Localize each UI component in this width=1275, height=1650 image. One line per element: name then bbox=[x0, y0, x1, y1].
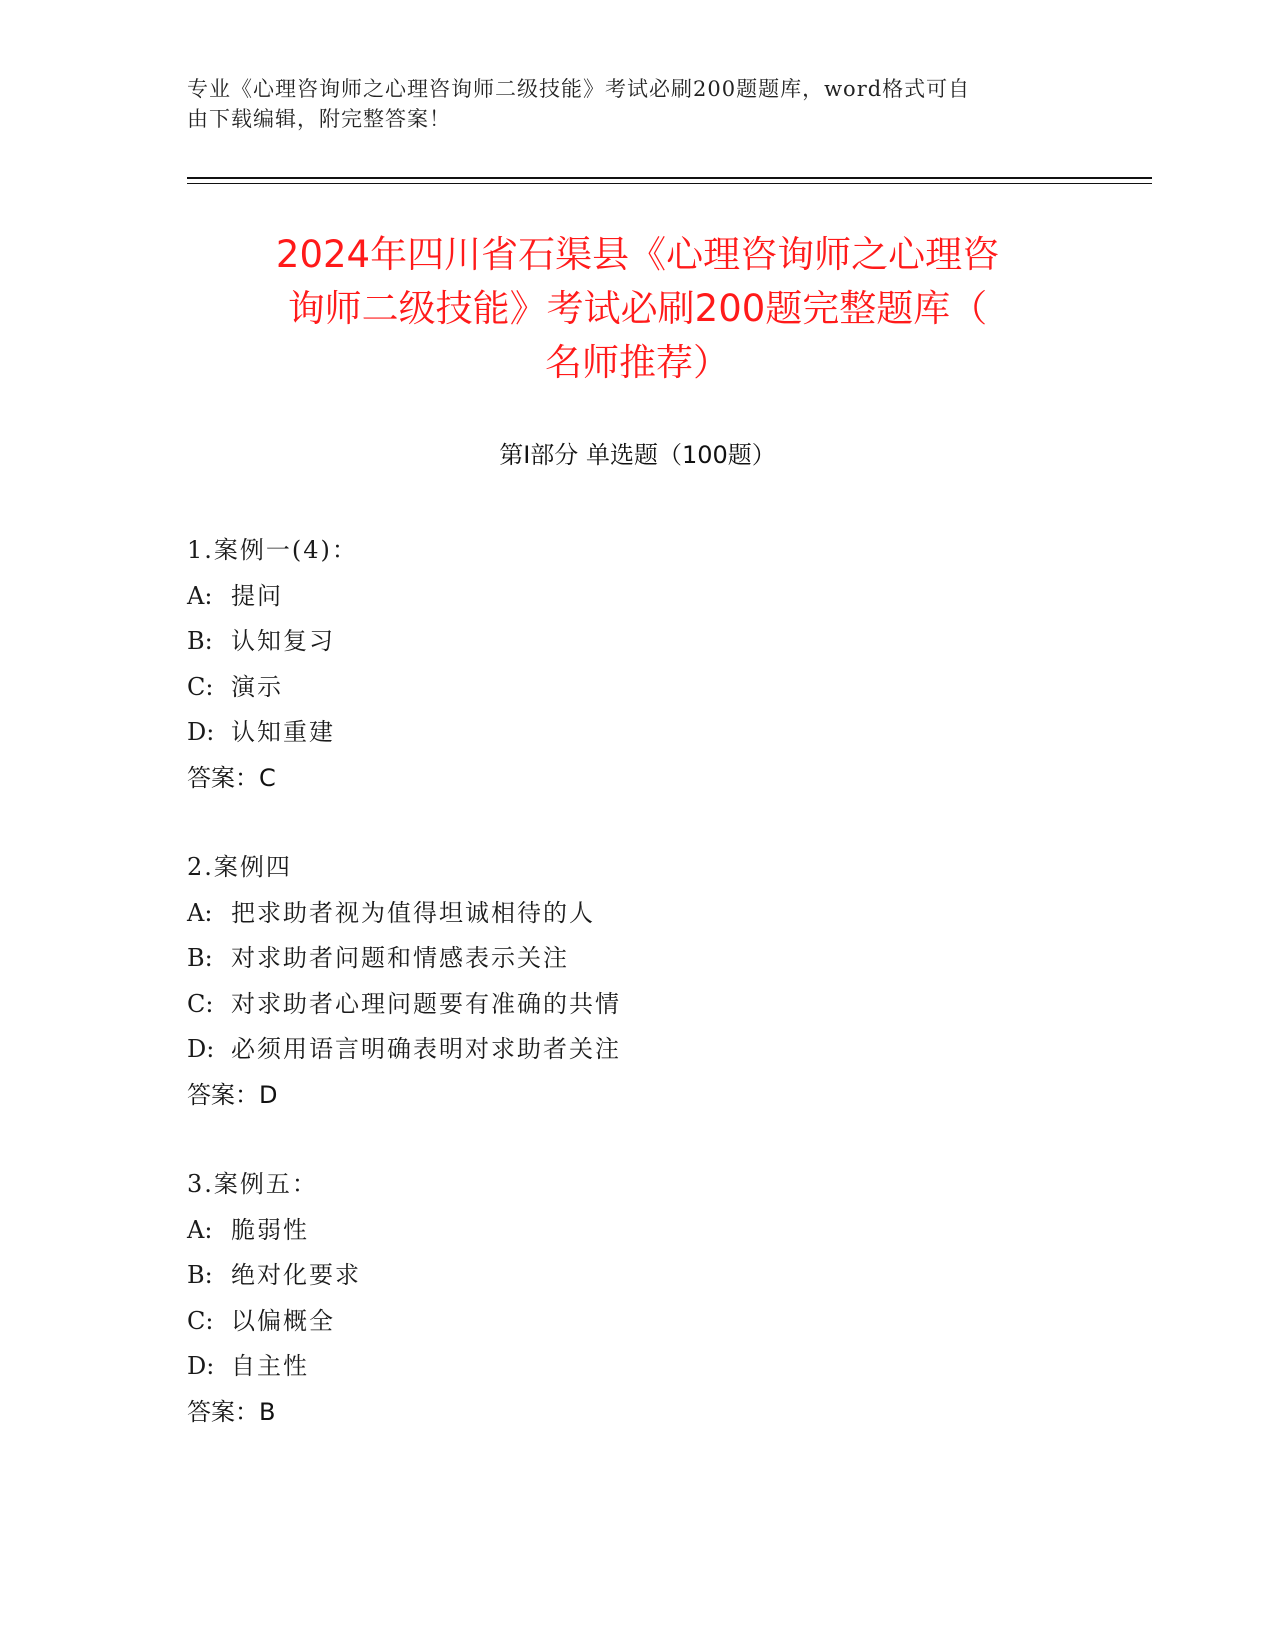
question-1 bbox=[187, 528, 1087, 801]
document-title-line-1: 2024年四川省石渠县《心理咨询师之心理咨 bbox=[275, 233, 1000, 276]
option-text: 认知复习 bbox=[231, 627, 335, 655]
option-letter: A: bbox=[187, 898, 213, 927]
header-divider-thick bbox=[187, 177, 1152, 179]
option-letter: C: bbox=[187, 989, 214, 1018]
part-heading: 第Ⅰ部分 单选题（100题） bbox=[499, 441, 776, 469]
question-stem: 1.案例一(4)： bbox=[187, 536, 358, 564]
option-letter: A: bbox=[187, 1215, 213, 1244]
option-text: 自主性 bbox=[231, 1352, 309, 1380]
option-a bbox=[187, 891, 1087, 937]
option-d bbox=[187, 1027, 1087, 1073]
option-c bbox=[187, 1299, 1087, 1345]
option-letter: B: bbox=[187, 627, 213, 655]
option-letter: B: bbox=[187, 1261, 213, 1289]
option-text: 必须用语言明确表明对求助者关注 bbox=[231, 1035, 621, 1063]
option-b bbox=[187, 936, 1087, 982]
option-text: 认知重建 bbox=[231, 718, 335, 746]
header-note-line-1: 专业《心理咨询师之心理咨询师二级技能》考试必刷200题题库，word格式可自 bbox=[187, 77, 971, 101]
option-b bbox=[187, 619, 1087, 665]
option-letter: D: bbox=[187, 1035, 215, 1063]
option-letter: D: bbox=[187, 1352, 215, 1380]
option-b bbox=[187, 1253, 1087, 1299]
question-stem: 2.案例四 bbox=[187, 853, 292, 881]
option-text: 演示 bbox=[231, 672, 283, 701]
option-text: 绝对化要求 bbox=[231, 1261, 361, 1289]
option-text: 对求助者问题和情感表示关注 bbox=[231, 944, 569, 972]
option-letter: C: bbox=[187, 1306, 214, 1335]
header-divider-thin bbox=[187, 183, 1152, 184]
option-d bbox=[187, 710, 1087, 756]
option-text: 脆弱性 bbox=[231, 1215, 309, 1244]
option-a bbox=[187, 574, 1087, 620]
question-list bbox=[187, 528, 1087, 1479]
answer: 答案：D bbox=[187, 1080, 278, 1109]
option-c bbox=[187, 665, 1087, 711]
document-title-line-2: 询师二级技能》考试必刷200题完整题库（ bbox=[287, 287, 988, 330]
option-letter: B: bbox=[187, 944, 213, 972]
option-text: 提问 bbox=[231, 581, 283, 610]
option-letter: D: bbox=[187, 718, 215, 746]
header-note-line-2: 由下载编辑，附完整答案！ bbox=[187, 107, 451, 131]
option-letter: C: bbox=[187, 672, 214, 701]
header-note bbox=[187, 74, 1067, 134]
option-letter: A: bbox=[187, 581, 213, 610]
document-title bbox=[130, 228, 1145, 390]
option-c bbox=[187, 982, 1087, 1028]
question-stem: 3.案例五： bbox=[187, 1170, 318, 1198]
option-a bbox=[187, 1208, 1087, 1254]
question-3 bbox=[187, 1162, 1087, 1435]
option-text: 以偏概全 bbox=[231, 1306, 335, 1335]
question-2 bbox=[187, 845, 1087, 1118]
document-title-line-3: 名师推荐） bbox=[545, 341, 730, 384]
option-text: 把求助者视为值得坦诚相待的人 bbox=[231, 898, 595, 927]
option-text: 对求助者心理问题要有准确的共情 bbox=[231, 989, 621, 1018]
answer: 答案：C bbox=[187, 763, 276, 792]
option-d bbox=[187, 1344, 1087, 1390]
answer: 答案：B bbox=[187, 1397, 276, 1426]
